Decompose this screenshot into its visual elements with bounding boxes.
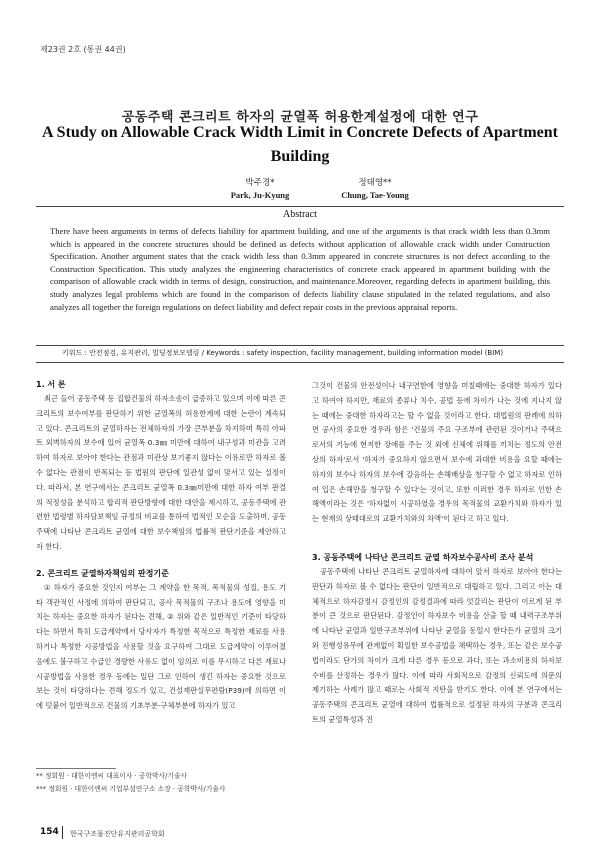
title-english: A Study on Allowable Crack Width Limit in Concrete Defects of Apartment Building (42, 124, 558, 165)
section-1-paragraph: 최근 들어 공동주택 등 집합건물의 하자소송이 급증하고 있으며 이에 따른 콘크리트의 보수여부를 판단하기 위한 균열폭의 허용한계에 대한 논란이 계속되고 있다. 콘크리트의 균열하자는 전체하자의 가장 큰부분을 차지하며 특히 아파트 외벽하자의 보수에 있어 균열폭 0.3㎜ 미만에 대하여 내구성과 미관을 고려하여 하자로 보아야 한다는 관점과 미관상 보기좋지 않다는 이유로만 하자로 볼 수 없다는 관점이 반목되는 등 법원의 판단에 일관성 없이 맞서고 있는 실정이다. 따라서, 본 연구에서는 콘크리트 균열폭 0.3㎜미만에 대한 하자 여부 판결의 적정성을 분석하고 합리적 판단방향에 대한 대안을 제시하고, 공동주택에 관련한 법령별 하자담보책임 규정의 비교를 통하여 법적인 모순을 도출하며, 공동주택에 나타난 콘크리트 균열에 대한 보수책임의 법률적 판단기준을 제안하고자 한다. (36, 394, 286, 551)
author-1-english: Park, Ju-Kyung (230, 190, 290, 200)
section-2-paragraph: ① 하자가 중요한 것인지 여부는 그 계약을 한 목적, 목적물의 성질, 용도 기타 객관적인 사정에 의하여 판단되고, 공사 목적물의 구조나 용도에 영향을 미치는 하자는 중요한 하자가 된다는 견해, ② 위와 같은 일반적인 기준이 타당하다는 하면서 특히 도급계약에서 당사자가 특정한 목적으로 특정한 재료를 사용하거나 특정한 시공방법을 사용할 것을 요구하여 그대로 도급계약이 이루어졌음에도 불구하고 수급인 경량한 사유도 없이 임의로 이를 무시하고 다른 재료나 시공방법을 사용한 경우 등에는 일단 그로 인하여 생긴 하자는 중요한 것으로 보는 것이 타당하다는 견해 정도가 있고, 건설재판실무편람(P39)에 의하면 이에 덧붙어 일반적으로 건물의 기초부분·구체부분에 하자가 있고 (36, 582, 286, 711)
abstract-top-rule (36, 206, 564, 207)
journal-name: 한국구조물진단유지관리공학회 (70, 830, 165, 838)
footnotes (36, 770, 286, 795)
page-number: 154 (40, 827, 59, 837)
section-3-paragraph: 공동주택에 나타난 콘크리트 균열하자에 대하여 앞서 하자로 보아야 한다는 판단과 하자로 볼 수 없다는 판단이 일반적으로 대립하고 있다. 그리고 이는 대체적으로 하자감정시 감정인의 감정결과에 따라 엇갈리는 판단이 이르게 된 부분이 큰 것으로 판단된다. 감정인이 하자보수 비용을 산출 할 때 내력구조부위에 나타난 균열과 일반구조부위에 나타난 균열을 동일시 한다든가 균열의 크기와 진행성유무에 관계없이 획일한 보수공법을 채택하는 경우, 또는 같은 보수공법이라도 단가의 차이가 크게 다른 경우 등으로 과다, 또는 과소비용의 하자보수비를 산정하는 경우가 많다. 이에 따라 사회적으로 감정의 신뢰도에 의문의 제기하는 사례가 많고 때로는 사회적 지탄을 받기도 한다. 이에 본 연구에서는 공동주택의 콘크리트 균열에 대하여 법률적으로 설정된 하자의 구분과 콘크리트의 균열특성과 진 (312, 566, 562, 724)
title-korean: 공동주택 콘크리트 하자의 균열폭 허용한계설정에 대한 연구 (121, 110, 479, 125)
keywords: 키워드 : 안전점검, 유지관리, 빌딩정보모델링 / Keywords : safety inspection, facility management, building information model (BIM) (62, 349, 504, 357)
footnote-1: ** 정회원 · 대한이엔씨 대표이사 · 공학박사/기술사 (36, 772, 188, 780)
author-1-korean: 박주경* (245, 178, 275, 188)
keywords-bottom-rule (36, 362, 564, 363)
author-2-english: Chung, Tae-Young (341, 190, 409, 200)
author-2-korean: 정태영** (358, 178, 392, 188)
right-column (312, 379, 562, 728)
abstract-text: There have been arguments in terms of defects liability for apartment building, and one of the arguments is that crack width less than 0.3mm which is appeared in the concrete structures should be defined as defects without application of allowable crack width under Construction Specification. Another argument states that the crack width less than 0.3mm appeared in concrete structures is not defect according to the Construction Specification. This study analyzes the engineering characteristics of concrete crack appeared in apartment building with the comparison of allowable crack width in terms of design, construction, and maintenance.Moreover, regarding defects in apartment building, this study analyzes legal problems which are found in the comparison of defects liability clause stipulated in the related regulations, and also analyzes all together the foreign regulations on defect liability and defect repair costs in the previous appraisal reports. (50, 226, 550, 312)
abstract-heading: Abstract (283, 209, 317, 220)
left-column (36, 378, 286, 714)
footer-divider (62, 826, 63, 839)
abstract-mid-rule (36, 345, 564, 346)
running-head: 제23권 2호 (통권 44권) (40, 45, 126, 54)
section-3-heading: 3. 공동주택에 나타난 콘크리트 균열 하자보수공사비 조사 분석 (312, 552, 534, 562)
section-2-heading: 2. 콘크리트 균열하자책임의 판정기준 (36, 568, 169, 578)
footnote-rule (36, 768, 116, 769)
footnote-2: *** 정회원 · 대한이엔씨 기업부설연구소 소장 · 공학박사/기술사 (36, 784, 226, 793)
continued-paragraph: 그것이 건물의 안전성이나 내구연한에 영향을 미칠때에는 중대한 하자가 있다고 하여야 하지만, 재료의 종류나 치수, 공법 등에 차이가 나는 것에 지나지 않는 때에는 중대한 하자라고는 할 수 없을 것이라고 한다. 대법원의 판례에 의하면 공사의 중요한 경우라 함은 '건물의 주요 구조부에 관련된 것이거나 주택으로서의 기능에 현저한 장애를 주는 것 외에 신체에 위해를 끼치는 정도의 안전상의 하자'로서 '하자가 중요하지 않으면서 보수에 과대한 비용을 요할 때에는 하자의 보수나 하자의 보수에 갈음하는 손해배상을 청구할 수 없고 하자로 인하여 입은 손해만을 청구할 수 있다'는 것이고, 또한 이러한 경우 하자로 인한 손해액이라는 것은 '하자없이 시공하였을 경우의 목적물의 교환가치와 하자가 있는 현재의 상태대로의 교환가치와의 차액'이 된다고 하고 있다. (312, 381, 562, 524)
section-1-heading: 1. 서 론 (36, 380, 66, 389)
